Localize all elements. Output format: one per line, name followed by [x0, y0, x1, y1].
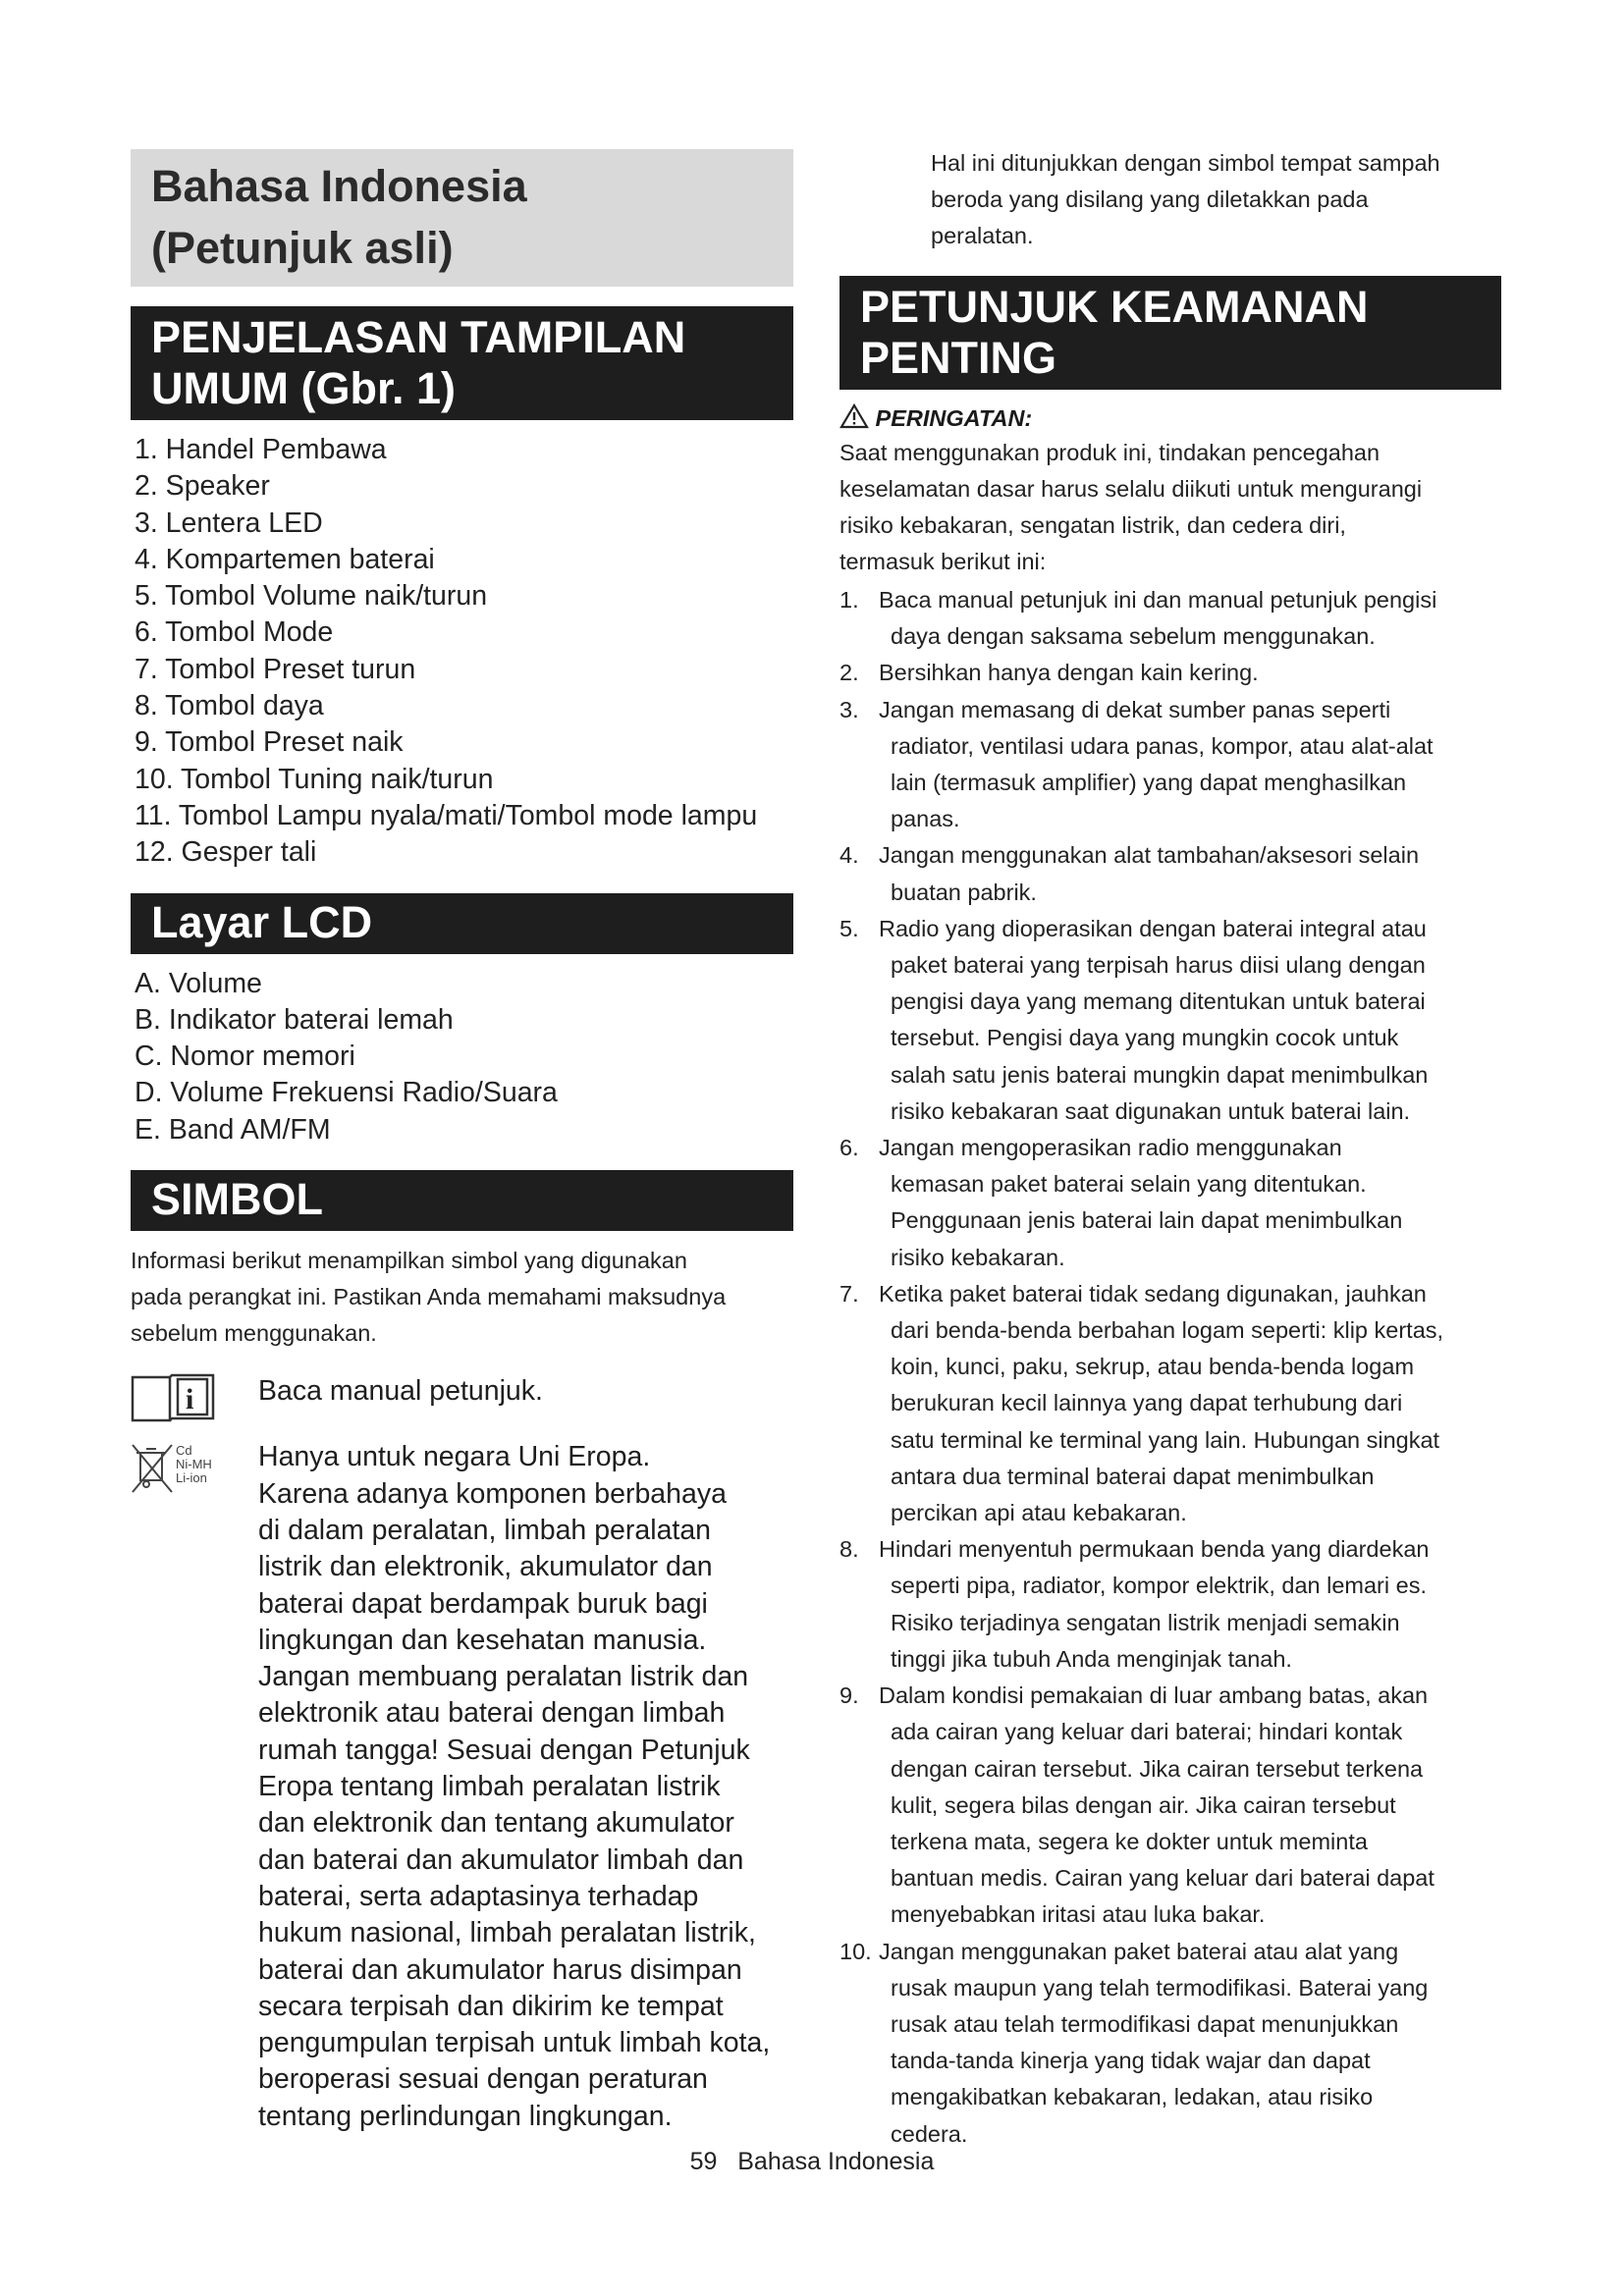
safety-item-line: dari benda-benda berbahan logam seperti: klip kertas,	[891, 1317, 1444, 1344]
safety-item-line: Penggunaan jenis baterai lain dapat menimbulkan	[891, 1207, 1403, 1234]
warning-line: termasuk berikut ini:	[839, 549, 1047, 574]
safety-item-line: Radio yang dioperasikan dengan baterai integral atau	[879, 915, 1427, 941]
page-footer	[0, 2148, 1624, 2176]
weee-text-line: baterai dan akumulator harus disimpan	[258, 1953, 742, 1986]
crossed-bin-icon	[131, 1441, 225, 1503]
safety-item-line: Jangan memasang di dekat sumber panas seperti	[879, 696, 1391, 722]
general-description-heading	[131, 306, 793, 420]
svg-text:i: i	[186, 1383, 194, 1416]
safety-item-line: pengisi daya yang memang ditentukan untuk baterai	[891, 988, 1426, 1015]
safety-item-line: Hindari menyentuh permukaan benda yang diardekan	[879, 1536, 1430, 1563]
warning-title	[839, 401, 1501, 435]
safety-list-item	[839, 655, 1501, 691]
safety-item-line: radiator, ventilasi udara panas, kompor, atau alat-alat	[891, 732, 1434, 759]
weee-text-line: baterai, serta adaptasinya terhadap	[258, 1880, 699, 1912]
safety-list-item	[839, 582, 1501, 655]
symbol-intro-line: pada perangkat ini. Pastikan Anda memahami maksudnya	[131, 1284, 727, 1310]
weee-text-line: Karena adanya komponen berbahaya	[258, 1477, 727, 1510]
safety-item-number: 10.	[839, 1938, 872, 1964]
safety-item-line: tersebut. Pengisi daya yang mungkin cocok untuk	[891, 1025, 1399, 1051]
safety-item-line: kulit, segera bilas dengan air. Jika cairan tersebut	[891, 1791, 1396, 1818]
weee-text-line: pengumpulan terpisah untuk limbah kota,	[258, 2027, 771, 2059]
safety-list-item	[839, 1130, 1501, 1276]
safety-item-line: kemasan paket baterai selain yang ditentukan.	[891, 1171, 1367, 1198]
safety-item-line: satu terminal ke terminal yang lain. Hubungan singkat	[891, 1426, 1440, 1453]
read-manual-text: Baca manual petunjuk.	[258, 1375, 543, 1408]
general-list-item: 12. Gesper tali	[135, 836, 317, 869]
continuation-line: peralatan.	[931, 223, 1034, 248]
safety-item-number: 6.	[839, 1135, 859, 1161]
safety-item-line: Jangan mengoperasikan radio menggunakan	[879, 1135, 1342, 1161]
general-list-item: 6. Tombol Mode	[135, 616, 334, 649]
safety-list-item	[839, 1531, 1501, 1678]
lcd-list-item: E. Band AM/FM	[135, 1113, 331, 1146]
safety-item-line: seperti pipa, radiator, kompor elektrik, dan lemari es.	[891, 1573, 1427, 1599]
weee-text-line: Jangan membuang peralatan listrik dan	[258, 1661, 749, 1693]
safety-item-number: 2.	[839, 660, 859, 686]
continuation-line: beroda yang disilang yang diletakkan pada	[931, 187, 1369, 212]
symbol-intro-line: sebelum menggunakan.	[131, 1320, 377, 1347]
symbol-heading-text: SIMBOL	[151, 1174, 323, 1225]
safety-item-number: 3.	[839, 696, 859, 722]
weee-label-liion: Li-ion	[176, 1470, 207, 1486]
lcd-heading-text: Layar LCD	[151, 896, 373, 947]
weee-text-line: secara terpisah dan dikirim ke tempat	[258, 1990, 724, 2022]
weee-text-line: Hanya untuk negara Uni Eropa.	[258, 1441, 651, 1473]
safety-item-line: lain (termasuk amplifier) yang dapat menghasilkan	[891, 770, 1407, 796]
safety-item-line: salah satu jenis baterai mungkin dapat menimbulkan	[891, 1061, 1429, 1088]
safety-item-line: terkena mata, segera ke dokter untuk meminta	[891, 1828, 1368, 1854]
language-subtitle: (Petunjuk asli)	[151, 223, 454, 273]
safety-item-line: menyebabkan iritasi atau luka bakar.	[891, 1901, 1266, 1928]
warning-line: keselamatan dasar harus selalu diikuti untuk mengurangi	[839, 476, 1423, 502]
weee-row	[131, 1439, 793, 2135]
safety-item-line: buatan pabrik.	[891, 879, 1037, 905]
lcd-items-list	[135, 966, 793, 1148]
general-list-item: 3. Lentera LED	[135, 507, 323, 539]
symbol-intro-line: Informasi berikut menampilkan simbol yang digunakan	[131, 1248, 687, 1274]
general-list-item: 8. Tombol daya	[135, 690, 324, 722]
weee-text-line: dan elektronik dan tentang akumulator	[258, 1807, 734, 1840]
safety-item-number: 5.	[839, 915, 859, 941]
weee-text	[258, 1439, 793, 2135]
general-list-item: 10. Tombol Tuning naik/turun	[135, 763, 494, 795]
weee-text-line: tentang perlindungan lingkungan.	[258, 2100, 673, 2132]
safety-list-item	[839, 837, 1501, 910]
lcd-list-item: A. Volume	[135, 967, 262, 999]
safety-item-line: Baca manual petunjuk ini dan manual petunjuk pengisi	[879, 587, 1437, 613]
weee-label-cd: Cd	[176, 1443, 192, 1459]
page-number: 59	[689, 2148, 718, 2175]
safety-heading	[839, 276, 1501, 390]
safety-item-line: rusak atau telah termodifikasi dapat menunjukkan	[891, 2010, 1399, 2037]
general-parts-list	[135, 432, 793, 872]
general-heading-line1: PENJELASAN TAMPILAN	[151, 312, 686, 362]
symbol-heading	[131, 1170, 793, 1231]
symbol-intro	[131, 1243, 793, 1352]
weee-text-line: di dalam peralatan, limbah peralatan	[258, 1514, 712, 1546]
safety-item-line: tinggi jika tubuh Anda menginjak tanah.	[891, 1645, 1292, 1672]
safety-item-line: percikan api atau kebakaran.	[891, 1500, 1187, 1526]
safety-item-line: bantuan medis. Cairan yang keluar dari baterai dapat	[891, 1865, 1435, 1892]
footer-label: Bahasa Indonesia	[737, 2148, 935, 2175]
safety-item-line: Bersihkan hanya dengan kain kering.	[879, 660, 1259, 686]
safety-list-item	[839, 692, 1501, 838]
safety-item-number: 9.	[839, 1682, 859, 1709]
symbol-continuation	[839, 145, 1501, 254]
safety-item-line: Dalam kondisi pemakaian di luar ambang batas, akan	[879, 1682, 1429, 1709]
lcd-list-item: B. Indikator baterai lemah	[135, 1003, 454, 1036]
safety-heading-line2: PENTING	[860, 333, 1057, 383]
lcd-list-item: D. Volume Frekuensi Radio/Suara	[135, 1077, 558, 1109]
safety-item-line: dengan cairan tersebut. Jika cairan tersebut terkena	[891, 1755, 1424, 1782]
safety-list-item	[839, 1276, 1501, 1531]
read-manual-row	[131, 1373, 793, 1416]
safety-heading-line1: PETUNJUK KEAMANAN	[860, 282, 1369, 332]
continuation-line: Hal ini ditunjukkan dengan simbol tempat sampah	[931, 150, 1440, 176]
left-column	[131, 149, 793, 2135]
safety-item-number: 8.	[839, 1536, 859, 1563]
right-column	[839, 145, 1501, 2153]
weee-text-line: lingkungan dan kesehatan manusia.	[258, 1624, 707, 1656]
lcd-heading	[131, 893, 793, 954]
weee-text-line: baterai dapat berdampak buruk bagi	[258, 1587, 708, 1620]
safety-item-line: tanda-tanda kinerja yang tidak wajar dan dapat	[891, 2048, 1371, 2074]
safety-item-line: Jangan menggunakan paket baterai atau alat yang	[879, 1938, 1399, 1964]
safety-list-item	[839, 1934, 1501, 2153]
safety-item-line: Risiko terjadinya sengatan listrik menjadi semakin	[891, 1609, 1400, 1635]
safety-list-item	[839, 911, 1501, 1130]
weee-text-line: Eropa tentang limbah peralatan listrik	[258, 1771, 721, 1803]
safety-item-line: panas.	[891, 806, 960, 832]
warning-triangle-icon	[839, 405, 876, 431]
warning-body	[839, 435, 1501, 580]
safety-item-line: ada cairan yang keluar dari baterai; hindari kontak	[891, 1719, 1403, 1745]
safety-item-line: antara dua terminal baterai dapat menimbulkan	[891, 1463, 1375, 1489]
weee-text-line: listrik dan elektronik, akumulator dan	[258, 1551, 713, 1583]
safety-item-line: koin, kunci, paku, sekrup, atau benda-benda logam	[891, 1354, 1415, 1380]
general-list-item: 4. Kompartemen baterai	[135, 543, 435, 575]
weee-text-line: hukum nasional, limbah peralatan listrik,	[258, 1917, 756, 1949]
lcd-list-item: C. Nomor memori	[135, 1041, 355, 1073]
general-list-item: 9. Tombol Preset naik	[135, 726, 404, 759]
safety-item-line: paket baterai yang terpisah harus diisi ulang dengan	[891, 952, 1426, 979]
safety-item-line: rusak maupun yang telah termodifikasi. Baterai yang	[891, 1974, 1429, 2001]
safety-item-number: 4.	[839, 842, 859, 869]
general-list-item: 7. Tombol Preset turun	[135, 653, 416, 685]
general-list-item: 5. Tombol Volume naik/turun	[135, 580, 488, 613]
weee-text-line: dan baterai dan akumulator limbah dan	[258, 1843, 744, 1876]
safety-item-line: berukuran kecil lainnya yang dapat terhubung dari	[891, 1390, 1403, 1416]
safety-list	[839, 582, 1501, 2153]
safety-item-line: risiko kebakaran saat digunakan untuk baterai lain.	[891, 1097, 1411, 1124]
safety-item-number: 1.	[839, 587, 859, 613]
safety-item-line: risiko kebakaran.	[891, 1244, 1065, 1270]
safety-item-line: cedera.	[891, 2120, 968, 2147]
warning-line: risiko kebakaran, sengatan listrik, dan cedera diri,	[839, 512, 1346, 538]
safety-item-line: mengakibatkan kebakaran, ledakan, atau risiko	[891, 2084, 1374, 2110]
general-list-item: 1. Handel Pembawa	[135, 434, 387, 465]
safety-list-item	[839, 1678, 1501, 1933]
safety-item-line: daya dengan saksama sebelum menggunakan.	[891, 623, 1376, 650]
weee-text-line: elektronik atau baterai dengan limbah	[258, 1697, 726, 1730]
language-title: Bahasa Indonesia	[151, 161, 527, 211]
general-heading-line2: UMUM (Gbr. 1)	[151, 363, 456, 413]
weee-text-line: rumah tangga! Sesuai dengan Petunjuk	[258, 1734, 750, 1766]
warning-line: Saat menggunakan produk ini, tindakan pencegahan	[839, 440, 1380, 465]
safety-item-line: Ketika paket baterai tidak sedang digunakan, jauhkan	[879, 1280, 1427, 1307]
language-box	[131, 149, 793, 287]
weee-label-nimh: Ni-MH	[176, 1457, 212, 1472]
general-list-item: 2. Speaker	[135, 470, 270, 503]
warning-title-text: PERINGATAN:	[875, 405, 1033, 431]
info-manual-icon	[131, 1371, 215, 1427]
general-list-item: 11. Tombol Lampu nyala/mati/Tombol mode lampu	[135, 799, 758, 831]
weee-text-line: beroperasi sesuai dengan peraturan	[258, 2063, 708, 2096]
safety-item-line: Jangan menggunakan alat tambahan/aksesori selain	[879, 842, 1420, 869]
safety-item-number: 7.	[839, 1280, 859, 1307]
